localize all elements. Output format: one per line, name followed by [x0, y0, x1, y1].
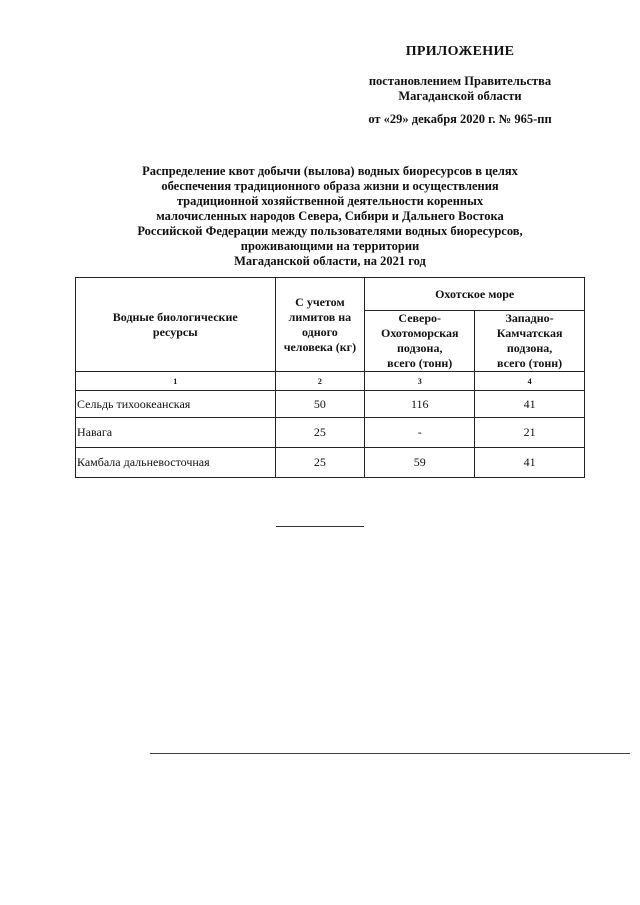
resource-name: Камбала дальневосточная [76, 448, 276, 478]
header-north-okhotsk-line: всего (тонн) [387, 356, 453, 370]
column-number: 3 [365, 372, 475, 391]
header-north-okhotsk [365, 311, 475, 372]
per-person-value: 50 [275, 391, 365, 418]
table-row [76, 448, 585, 478]
document-title-line: малочисленных народов Севера, Сибири и Дальнего Востока [156, 209, 504, 223]
header-resources-line: ресурсы [152, 324, 198, 339]
per-person-value: 25 [275, 418, 365, 448]
header-per-person [275, 278, 365, 372]
column-number: 2 [275, 372, 365, 391]
west-kamchatka-value: 21 [475, 418, 585, 448]
header-west-kamchatka [475, 311, 585, 372]
document-title-line: Магаданской области, на 2021 год [234, 254, 426, 268]
table-row [76, 418, 585, 448]
quota-table [75, 277, 585, 478]
document-title-line: обеспечения традиционного образа жизни и осуществления [161, 179, 499, 193]
header-per-person-line: одного [302, 324, 338, 339]
north-okhotsk-value: 59 [365, 448, 475, 478]
column-number: 4 [475, 372, 585, 391]
column-number: 1 [76, 372, 276, 391]
document-title [60, 164, 600, 269]
end-divider [276, 526, 364, 527]
north-okhotsk-value: - [365, 418, 475, 448]
table-row [76, 391, 585, 418]
header-okhotsk-sea: Охотское море [365, 278, 585, 311]
document-title-line: Распределение квот добычи (вылова) водных биоресурсов в целях [142, 164, 518, 178]
header-north-okhotsk-line: Северо- [398, 311, 442, 325]
north-okhotsk-value: 116 [365, 391, 475, 418]
header-per-person-line: человека (кг) [283, 339, 357, 354]
resolution-line-2: Магаданской области [398, 89, 522, 103]
per-person-value: 25 [275, 448, 365, 478]
header-north-okhotsk-line: подзона, [397, 341, 443, 355]
resource-name: Сельдь тихоокеанская [76, 391, 276, 418]
header-west-kamchatka-line: всего (тонн) [497, 356, 563, 370]
resolution-date: от «29» декабря 2020 г. № 965-пп [368, 112, 552, 126]
appendix-title: ПРИЛОЖЕНИЕ [405, 44, 515, 59]
appendix-header [340, 44, 580, 127]
west-kamchatka-value: 41 [475, 448, 585, 478]
header-per-person-line: лимитов на [288, 309, 352, 324]
document-title-line: Российской Федерации между пользователями водных биоресурсов, [137, 224, 523, 238]
document-title-line: проживающими на территории [240, 239, 420, 253]
page-rule [150, 753, 630, 754]
header-west-kamchatka-line: Камчатская [496, 326, 563, 340]
west-kamchatka-value: 41 [475, 391, 585, 418]
header-west-kamchatka-line: подзона, [506, 341, 553, 355]
header-north-okhotsk-line: Охотоморская [381, 326, 459, 340]
resource-name: Навага [76, 418, 276, 448]
document-title-line: традиционной хозяйственной деятельности коренных [176, 194, 484, 208]
header-west-kamchatka-line: Западно- [505, 311, 554, 325]
header-resources [76, 278, 276, 372]
resolution-line-1: постановлением Правительства [368, 74, 552, 88]
header-resources-line: Водные биологические [112, 309, 238, 324]
header-per-person-line: С учетом [295, 294, 345, 309]
